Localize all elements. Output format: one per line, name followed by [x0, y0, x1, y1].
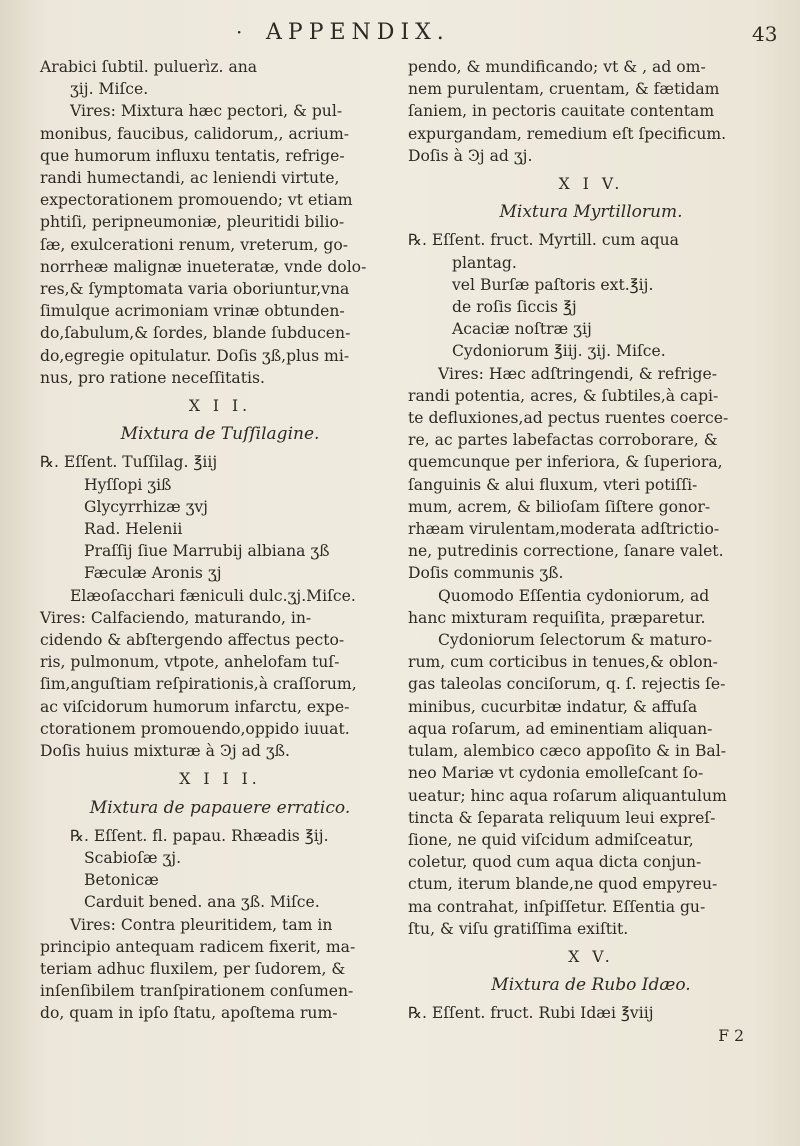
section-number: X I I.	[188, 397, 252, 416]
text-line: randi humectandi, ac leniendi virtute,	[40, 169, 340, 188]
text-line: ſæ, exulcerationi renum, vreterum, go-	[40, 235, 349, 254]
text-line: norrheæ malignæ inueteratæ, vnde dolo-	[40, 257, 367, 276]
text-line: ne, putredinis correctione, ſanare valet.	[408, 542, 724, 561]
text-line: coletur, quod cum aqua dicta conjun-	[408, 853, 702, 872]
running-header	[0, 20, 800, 54]
text-line: tincta & ſeparata reliquum leui expreſ-	[408, 808, 716, 827]
page-number: 43	[752, 22, 778, 46]
text-line: Rad. Helenii	[84, 520, 183, 539]
text-line: nus, pro ratione neceſſitatis.	[40, 368, 265, 387]
text-line: ℞. Eſſent. fruct. Rubi Idæi ℥viij	[408, 1004, 654, 1023]
text-line: Acaciæ noſtræ ʒij	[452, 320, 592, 339]
text-line: Arabici ſubtil. puluerìz. ana	[40, 58, 258, 76]
text-line: expurgandam, remedium eſt ſpecificum.	[408, 124, 727, 143]
running-head: APPENDIX.	[266, 20, 450, 45]
text-line: ſim,anguſtiam reſpirationis,à craſſorum,	[40, 675, 357, 694]
text-line: Vires: Hæc adſtringendi, & refrige-	[438, 364, 717, 383]
text-line: hanc mixturam requiſita, præparetur.	[408, 608, 706, 627]
text-line: teriam adhuc fluxilem, per ſudorem, &	[40, 959, 346, 978]
text-line: ſione, ne quid viſcidum admiſceatur,	[408, 830, 694, 849]
text-line: phtiſi, peripneumoniæ, pleuritidi bilio-	[40, 213, 345, 232]
text-line: Fæculæ Aronis ʒj	[84, 564, 222, 583]
section-title: Mixtura de papauere erratico.	[89, 797, 351, 818]
text-line: re, ac partes labefactas corroborare, &	[408, 431, 718, 450]
text-line: res,& ſymptomata varia oboriuntur,vna	[40, 280, 350, 299]
text-line: nem purulentam, cruentam, & fætidam	[408, 80, 720, 99]
header-mark: ·	[236, 20, 243, 44]
text-line: Doſis à Ͽj ad ʒj.	[408, 146, 533, 165]
text-line: ueatur; hinc aqua roſarum aliquantulum	[408, 786, 727, 805]
text-line: ʒij. Miſce.	[70, 80, 149, 99]
text-line: expectorationem promouendo; vt etiam	[40, 191, 353, 210]
text-line: Glycyrrhizæ ʒvj	[84, 497, 209, 516]
text-line: de roſis ſiccis ℥j	[452, 298, 577, 317]
text-line: ſaniem, in pectoris cauitate contentam	[408, 102, 715, 121]
text-line: gas taleolas conciſorum, q. ſ. rejectis ſe-	[408, 675, 726, 694]
text-line: Carduit bened. ana ʒß. Miſce.	[84, 893, 320, 912]
text-line: Vires: Calfaciendo, maturando, in-	[40, 608, 312, 627]
text-line: te defluxiones,ad pectus ruentes coerce-	[408, 409, 729, 428]
text-line: Cydoniorum ſelectorum & maturo-	[438, 631, 712, 650]
text-line: Doſis communis ʒß.	[408, 564, 564, 583]
section-title: Mixtura Myrtillorum.	[499, 202, 683, 223]
text-line: Quomodo Eſſentia cydoniorum, ad	[438, 586, 710, 605]
text-line: Cydoniorum ℥iij. ʒij. Miſce.	[452, 342, 666, 361]
text-line: ℞. Eſſent. fl. papau. Rhæadis ℥ij.	[70, 826, 329, 845]
text-line: ac viſcidorum humorum infarctu, expe-	[40, 697, 350, 716]
section-title: Mixtura de Rubo Idæo.	[491, 975, 691, 996]
left-column	[40, 56, 400, 1025]
text-line: do, quam in ipſo ſtatu, apoſtema rum-	[40, 1004, 338, 1023]
text-line: Elæoſacchari fæniculi dulc.ʒj.Miſce.	[70, 586, 356, 605]
text-line: tulam, alembico cæco appoſito & in Bal-	[408, 742, 726, 761]
text-line: Vires: Mixtura hæc pectori, & pul-	[70, 102, 343, 121]
section-number: X I V.	[558, 175, 624, 194]
text-line: Vires: Contra pleuritidem, tam in	[70, 915, 333, 934]
text-line: do,egregie opitulatur. Doſis ʒß,plus mi-	[40, 346, 350, 365]
text-line: ma contrahat, inſpiſſetur. Eſſentia gu-	[408, 897, 706, 916]
text-line: ctum, iterum blande,ne quod empyreu-	[408, 875, 718, 894]
text-line: ℞. Eſſent. fruct. Myrtill. cum aqua	[408, 231, 679, 250]
text-line: do,ſabulum,& ſordes, blande ſubducen-	[40, 324, 351, 343]
text-line: ſimulque acrimoniam vrinæ obtunden-	[40, 302, 345, 321]
text-line: Scabioſæ ʒj.	[84, 848, 182, 867]
text-line: minibus, cucurbitæ indatur, & affuſa	[408, 697, 698, 716]
text-line: ℞. Eſſent. Tuſſilag. ℥iij	[40, 453, 218, 472]
text-line: ctorationem promouendo,oppido iuuat.	[40, 719, 350, 738]
text-line: inſenſibilem tranſpirationem conſumen-	[40, 982, 354, 1001]
text-line: neo Mariæ vt cydonia emolleſcant ſo-	[408, 764, 704, 783]
text-line: plantag.	[452, 253, 517, 272]
text-line: Betonicæ	[84, 871, 159, 890]
text-line: que humorum influxu tentatis, refrige-	[40, 146, 345, 165]
text-line: ſtu, & viſu gratiſſima exiſtit.	[408, 919, 629, 938]
text-line: Praſſij ſiue Marrubij albiana ʒß	[84, 542, 330, 561]
text-line: mum, acrem, & bilioſam ſiſtere gonor-	[408, 497, 711, 516]
section-number: X V.	[568, 947, 614, 966]
text-line: aqua roſarum, ad eminentiam aliquan-	[408, 719, 713, 738]
text-line: vel Burſæ paſtoris ext.℥ij.	[452, 275, 654, 294]
section-title: Mixtura de Tuſſilagine.	[120, 424, 320, 445]
text-line: Hyſſopi ʒiß	[84, 475, 172, 494]
text-line: rum, cum corticibus in tenues,& oblon-	[408, 653, 718, 672]
text-line: pendo, & mundificando; vt & , ad om-	[408, 58, 706, 76]
right-column	[408, 56, 774, 1047]
text-line: ris, pulmonum, vtpote, anhelofam tuſ-	[40, 653, 340, 672]
text-line: rhæam virulentam,moderata adſtrictio-	[408, 520, 720, 539]
signature-mark: F 2	[718, 1026, 744, 1045]
text-line: cidendo & abſtergendo affectus pecto-	[40, 631, 345, 650]
text-line: principio antequam radicem fixerit, ma-	[40, 937, 356, 956]
text-line: ſanguinis & alui fluxum, vteri potiſſi-	[408, 475, 698, 494]
text-line: randi potentia, acres, & ſubtiles,à capi-	[408, 386, 719, 405]
text-line: quemcunque per inferiora, & ſuperiora,	[408, 453, 723, 472]
text-line: Doſis huius mixturæ à Ͽj ad ʒß.	[40, 742, 291, 761]
text-line: monibus, faucibus, calidorum,, acrium-	[40, 124, 350, 143]
section-number: X I I I.	[179, 770, 261, 789]
